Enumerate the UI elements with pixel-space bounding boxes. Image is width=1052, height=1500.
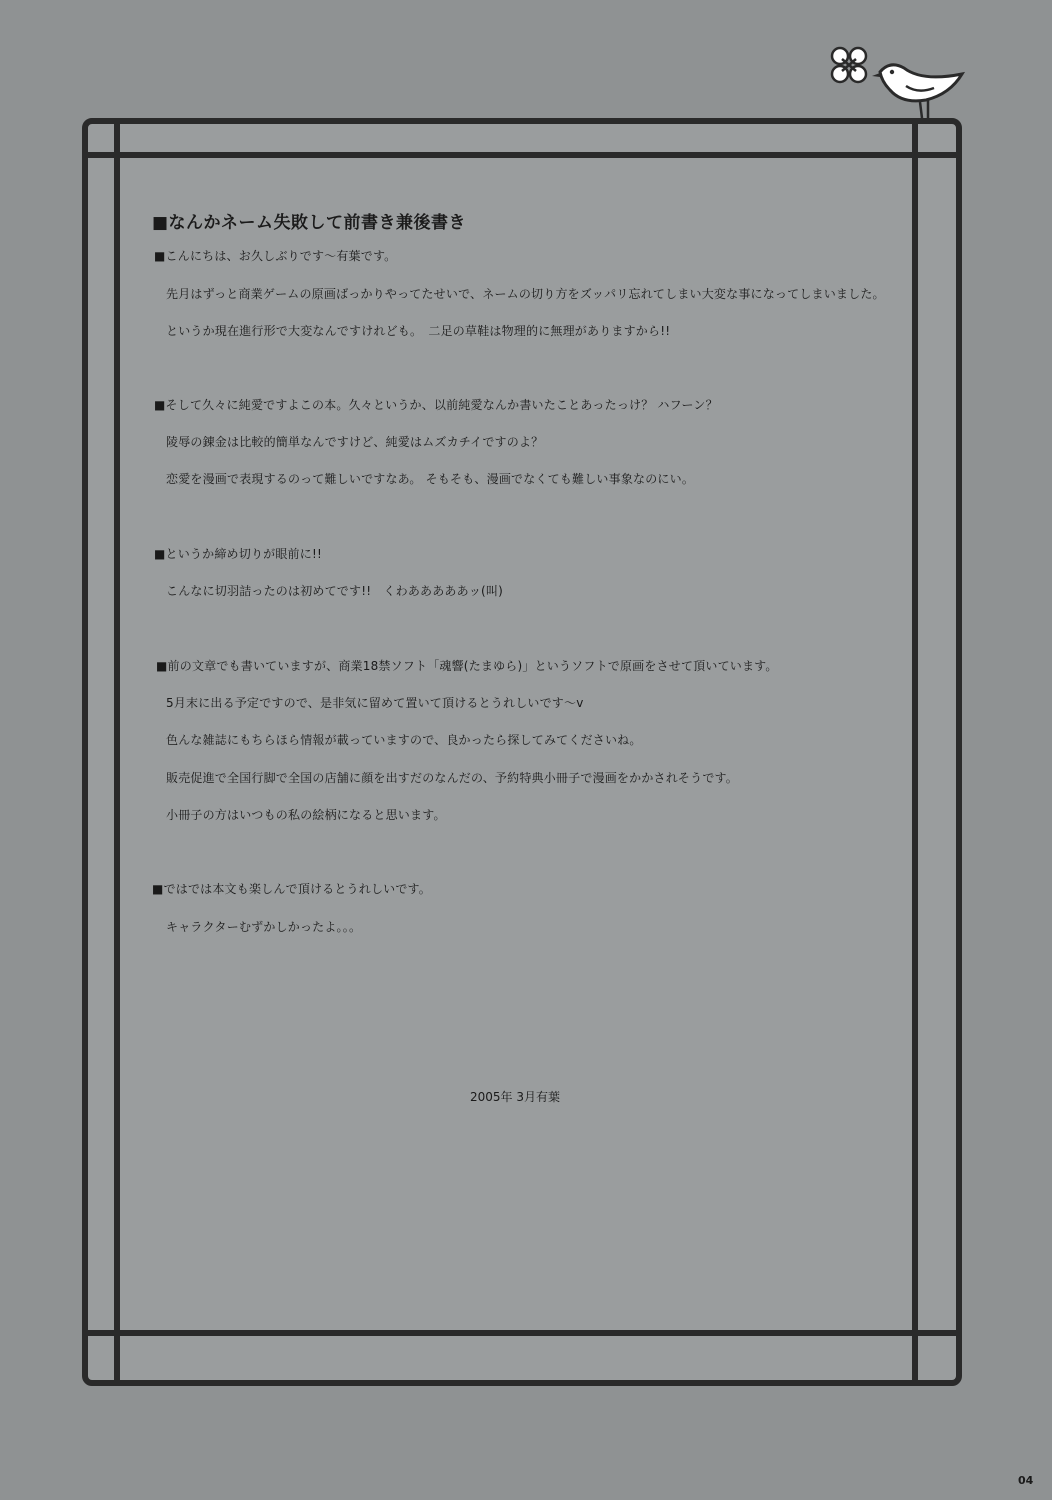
paragraph-line: 販売促進で全国行脚で全国の店舗に顔を出すだのなんだの、予約特典小冊子で漫画をかかされそうです。 bbox=[166, 771, 738, 785]
clover-icon bbox=[832, 48, 866, 82]
frame-right-inner-line bbox=[912, 118, 918, 1386]
frame-top-inner-line bbox=[82, 152, 962, 158]
paragraph-line: 5月末に出る予定ですので、是非気に留めて置いて頂けるとうれしいです〜v bbox=[166, 696, 584, 710]
bird-icon bbox=[872, 65, 962, 118]
page-number: 04 bbox=[1018, 1474, 1034, 1487]
paragraph-line: キャラクターむずかしかったよ。。。 bbox=[166, 920, 362, 934]
paragraph-line: 恋愛を漫画で表現するのって難しいですなあ。 そもそも、漫画でなくても難しい事象なのにい。 bbox=[166, 472, 695, 486]
page-heading: ■なんかネーム失敗して前書き兼後書き bbox=[152, 213, 467, 233]
paragraph-line: 色んな雑誌にもちらほら情報が載っていますので、良かったら探してみてくださいね。 bbox=[166, 733, 642, 747]
paragraph-line: 先月はずっと商業ゲームの原画ばっかりやってたせいで、ネームの切り方をズッパリ忘れてしまい大変な事になってしまいました。 bbox=[166, 287, 885, 301]
paragraph-line: ■そして久々に純愛ですよこの本。久々というか、以前純愛なんか書いたことあったっけ？ ハフーン？ bbox=[154, 398, 718, 412]
paragraph-line: というか現在進行形で大変なんですけれども。 二足の草鞋は物理的に無理がありますから!! bbox=[166, 324, 671, 338]
paragraph-line: ■前の文章でも書いていますが、商業18禁ソフト「魂響(たまゆら)」というソフトで原画をさせて頂いています。 bbox=[156, 659, 778, 673]
paragraph-line: 陵辱の錬金は比較的簡単なんですけど、純愛はムズカチイですのよ？ bbox=[166, 435, 544, 449]
frame-left-inner-line bbox=[114, 118, 120, 1386]
paragraph-line: 小冊子の方はいつもの私の絵柄になると思います。 bbox=[166, 808, 446, 822]
paragraph-line: ■ではでは本文も楽しんで頂けるとうれしいです。 bbox=[152, 882, 431, 896]
paragraph-line: こんなに切羽詰ったのは初めてです!! くわあああああッ(叫) bbox=[166, 584, 503, 598]
paragraph-line: ■こんにちは、お久しぶりです〜有葉です。 bbox=[154, 249, 397, 263]
frame-bottom-inner-line bbox=[82, 1330, 962, 1336]
document-frame bbox=[82, 118, 962, 1386]
clover-bird-decoration bbox=[822, 42, 972, 122]
paragraph-line: ■というか締め切りが眼前に!! bbox=[154, 547, 322, 561]
signature: 2005年 3月有葉 bbox=[470, 1090, 560, 1104]
